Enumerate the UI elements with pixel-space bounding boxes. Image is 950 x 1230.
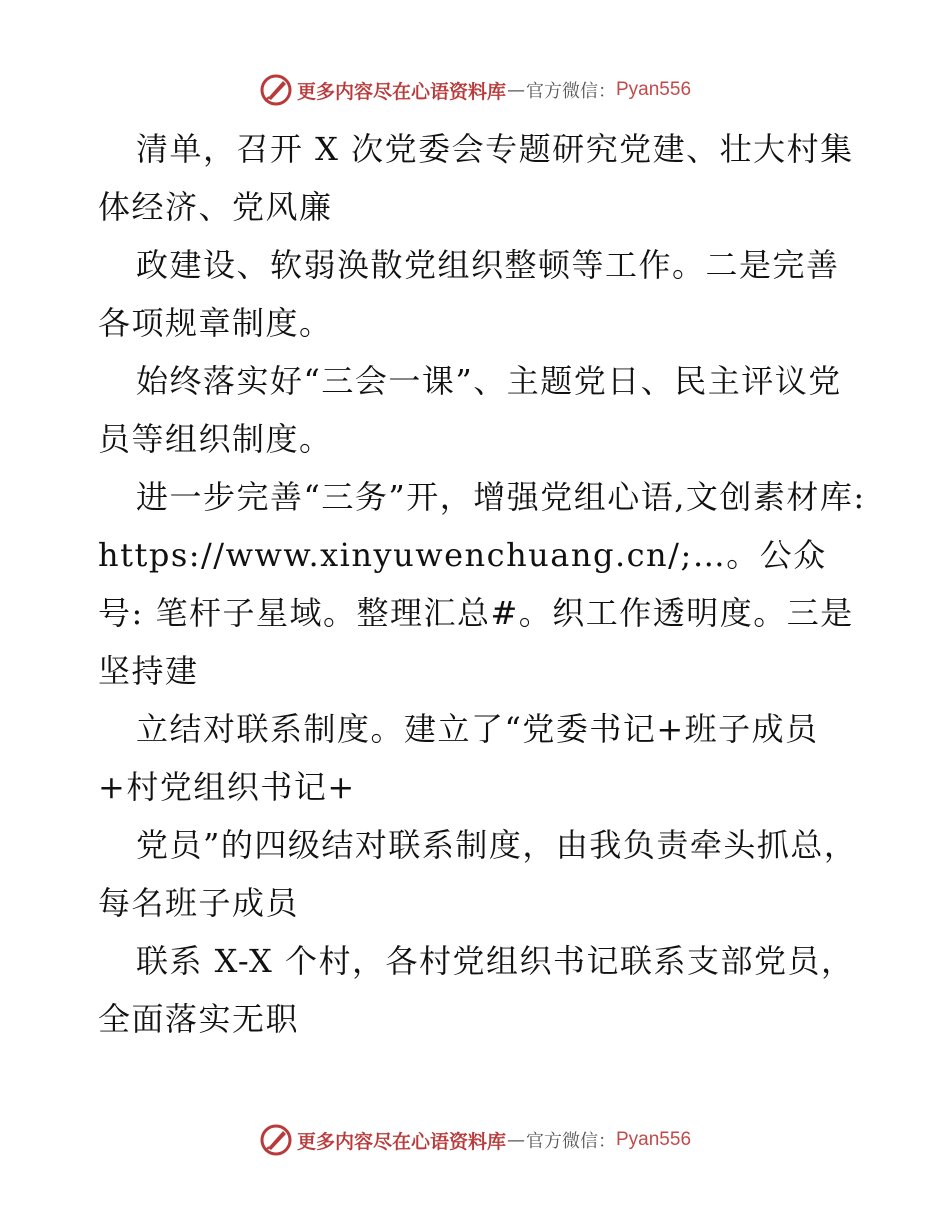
paragraph-2: 政建设、软弱涣散党组织整顿等工作。二是完善各项规章制度。	[98, 246, 840, 342]
header-wechat-id: Pyan556	[616, 79, 692, 100]
footer-separator: —	[507, 1129, 525, 1151]
footer-sub-text: 官方微信：	[526, 1131, 616, 1152]
quill-circle-logo-icon	[259, 73, 293, 107]
paragraph-6: 党员”的四级结对联系制度，由我负责牵头抓总，每名班子成员	[98, 826, 858, 922]
header-banner	[0, 70, 950, 110]
footer-brand-text: 更多内容尽在心语资料库	[296, 1130, 506, 1153]
paragraph-3: 始终落实好“三会一课”、主题党日、民主评议党员等组织制度。	[98, 362, 842, 458]
paragraph-4: 进一步完善“三务”开，增强党组心语,文创素材库: https://www.xinyuwenchuang.cn/;…。公众号: 笔杆子星域。整理汇总#。织工作透明度。三是坚持建	[98, 478, 866, 690]
quill-circle-logo-icon	[259, 1123, 293, 1157]
paragraph-7: 联系 X-X 个村，各村党组织书记联系支部党员，全面落实无职	[98, 942, 855, 1038]
paragraph-1: 清单，召开 X 次党委会专题研究党建、壮大村集体经济、党风廉	[98, 130, 854, 226]
header-brand-text: 更多内容尽在心语资料库	[296, 80, 506, 103]
header-sub-text: 官方微信：	[526, 81, 616, 102]
header-separator: —	[507, 79, 525, 101]
footer-banner	[0, 1120, 950, 1160]
document-body	[98, 120, 868, 1048]
paragraph-5: 立结对联系制度。建立了“党委书记+班子成员+村党组织书记+	[98, 710, 819, 806]
footer-wechat-id: Pyan556	[616, 1129, 692, 1150]
